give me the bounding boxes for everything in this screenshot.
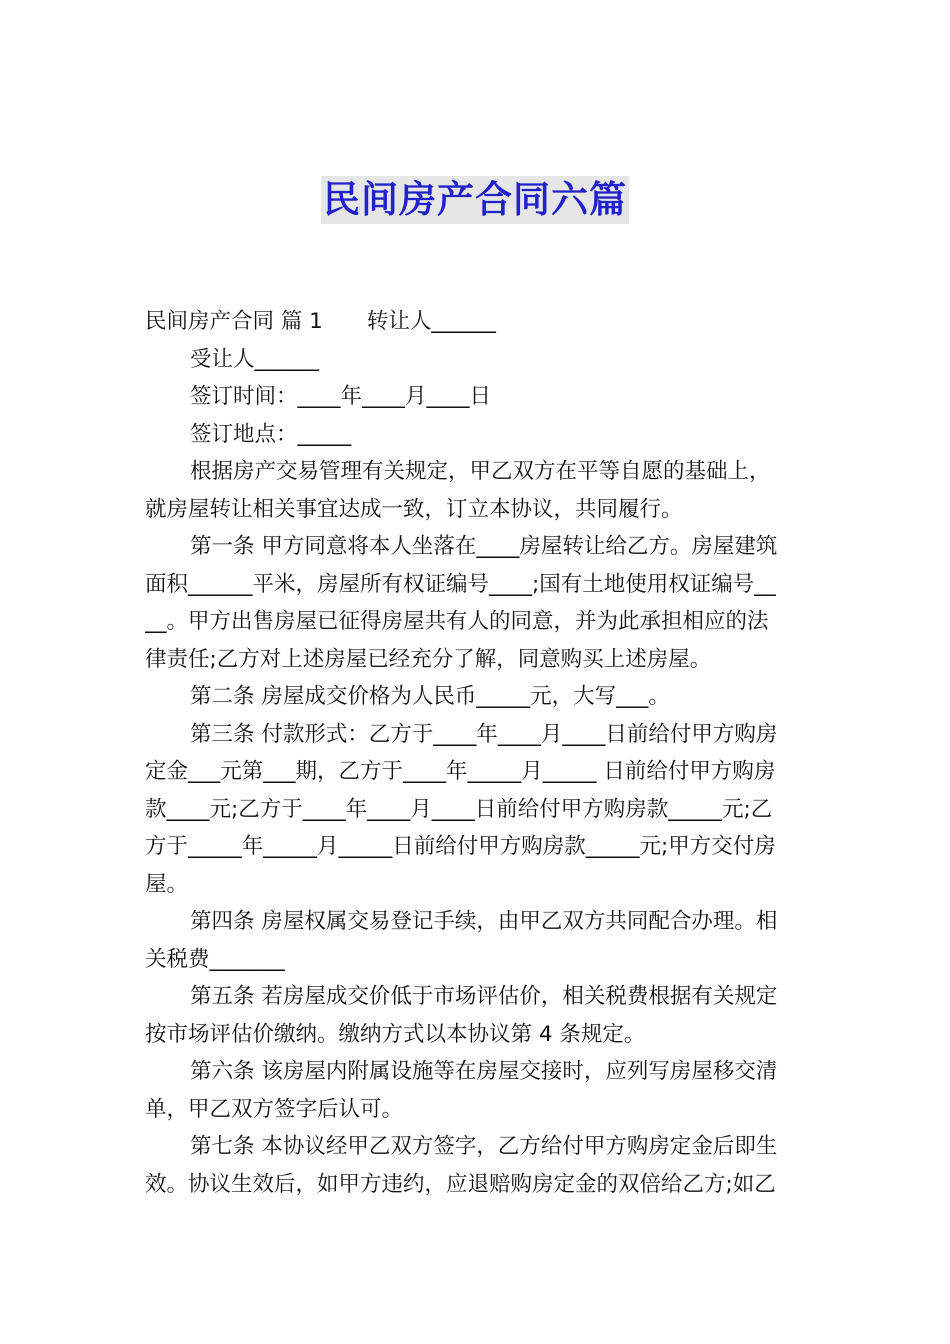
title-container	[0, 176, 950, 224]
article-line: 第五条 若房屋成交价低于市场评估价，相关税费根据有关规定	[190, 984, 778, 1009]
article-line: 第四条 房屋权属交易登记手续，由甲乙双方共同配合办理。相	[190, 909, 778, 934]
article-line: 第二条 房屋成交价格为人民币_____元，大写___。	[190, 684, 670, 709]
contract-label: 民间房产合同 篇 1	[145, 309, 323, 334]
header-line	[145, 303, 813, 341]
paragraph-line: 屋。	[145, 871, 189, 897]
paragraph-line: __。甲方出售房屋已征得房屋共有人的同意，并为此承担相应的法	[145, 609, 769, 634]
paragraph-line: 款____元;乙方于____年____月____日前给付甲方购房款_____元;乙	[145, 796, 773, 822]
signing-date-line: 签订时间：____年____月____日	[190, 384, 492, 409]
article-line: 第七条 本协议经甲乙双方签字，乙方给付甲方购房定金后即生	[190, 1134, 778, 1159]
article-line: 第一条 甲方同意将本人坐落在____房屋转让给乙方。房屋建筑	[190, 534, 778, 559]
signing-place-line: 签订地点：_____	[190, 421, 352, 447]
paragraph-line: 定金___元第___期，乙方于____年_____月_____ 日前给付甲方购房	[145, 759, 776, 784]
paragraph-line: 面积______平米，房屋所有权证编号____;国有土地使用权证编号__	[145, 571, 776, 597]
paragraph-line: 单，甲乙双方签字后认可。	[145, 1096, 404, 1122]
paragraph-line: 按市场评估价缴纳。缴纳方式以本协议第 4 条规定。	[145, 1021, 646, 1047]
transferor-field: 转让人______	[366, 309, 496, 334]
paragraph-line: 就房屋转让相关事宜达成一致，订立本协议，共同履行。	[145, 496, 683, 522]
transferee-line: 受让人______	[190, 346, 320, 372]
paragraph-line: 效。协议生效后，如甲方违约，应退赔购房定金的双倍给乙方;如乙	[145, 1171, 776, 1197]
paragraph-line: 律责任;乙方对上述房屋已经充分了解，同意购买上述房屋。	[145, 646, 712, 672]
document-body	[145, 303, 813, 1203]
paragraph-line: 关税费_______	[145, 946, 285, 972]
paragraph-line: 根据房产交易管理有关规定，甲乙双方在平等自愿的基础上，	[190, 459, 771, 484]
document-title: 民间房产合同六篇	[321, 176, 629, 224]
article-line: 第三条 付款形式：乙方于____年____月____日前给付甲方购房	[190, 721, 778, 747]
article-line: 第六条 该房屋内附属设施等在房屋交接时，应列写房屋移交清	[190, 1059, 778, 1084]
paragraph-line: 方于_____年_____月_____日前给付甲方购房款_____元;甲方交付房	[145, 834, 776, 859]
